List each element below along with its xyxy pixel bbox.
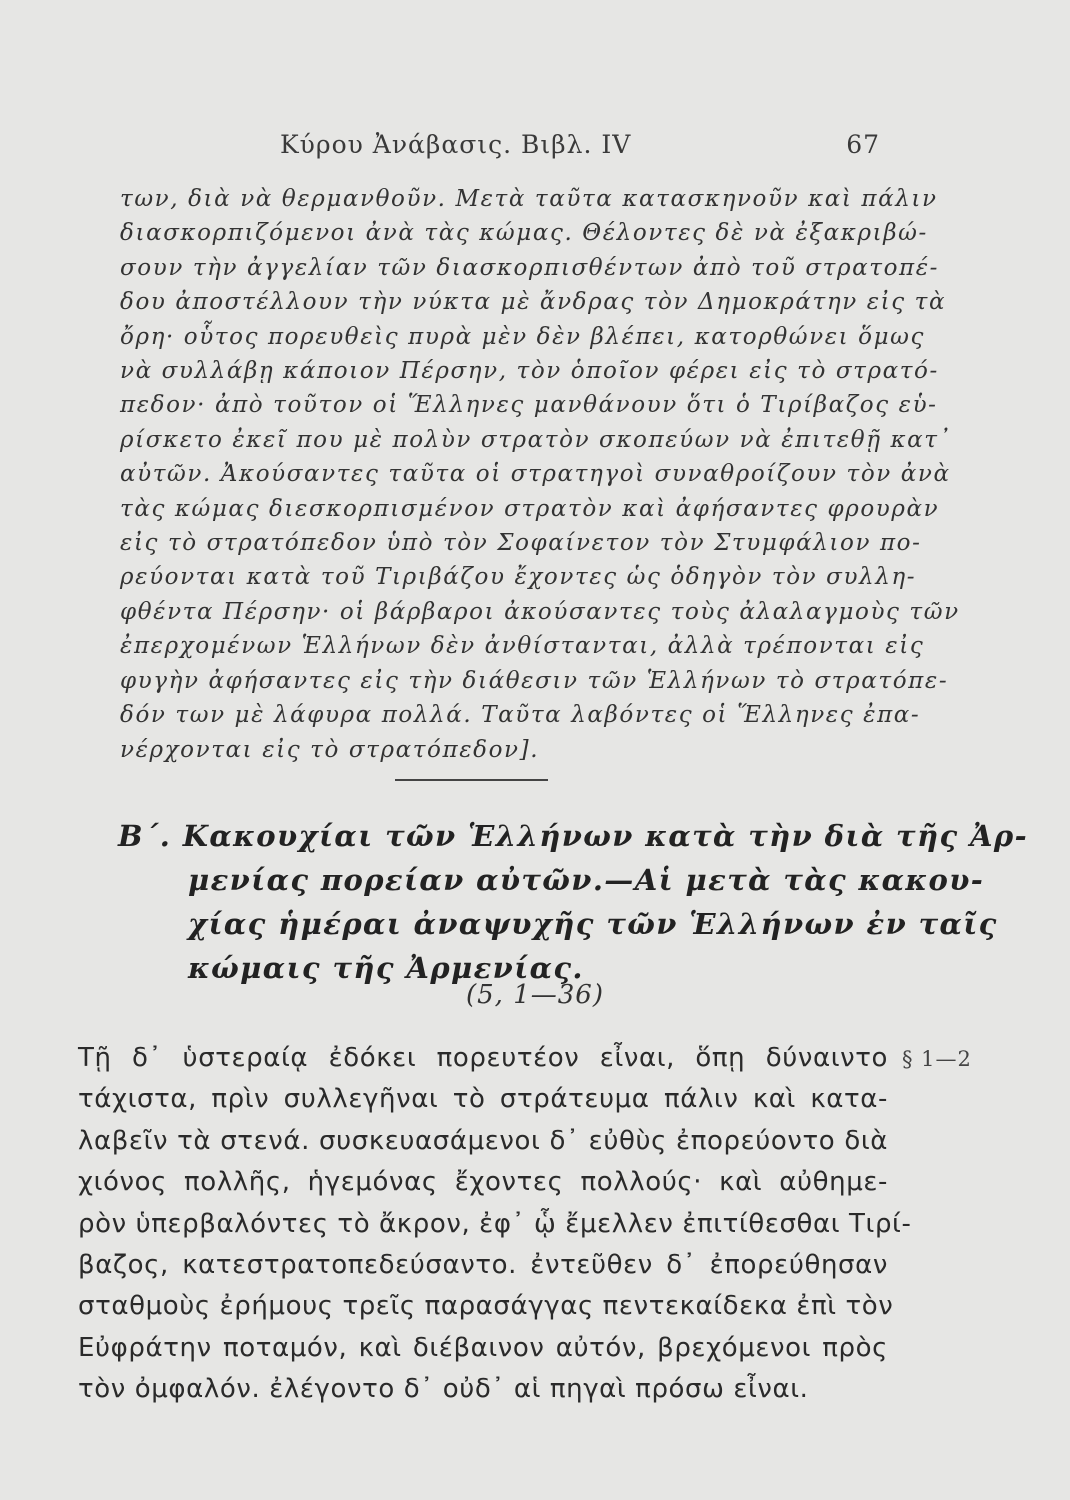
greek-text-line: τὸν ὀμφαλόν. ἐλέγοντο δ᾽ οὐδ᾽ αἱ πηγαὶ πρόσω εἶναι. <box>78 1374 809 1405</box>
translation-line: δου ἀποστέλλουν τὴν νύκτα μὲ ἄνδρας τὸν Δημοκράτην εἰς τὰ <box>120 289 947 316</box>
greek-text-line: σταθμοὺς ἐρήμους τρεῖς παρασάγγας πεντεκαίδεκα ἐπὶ τὸν <box>78 1291 894 1322</box>
translation-line: νέρχονται εἰς τὸ στρατόπεδον]. <box>120 736 540 763</box>
translation-line: φθέντα Πέρσην· οἱ βάρβαροι ἀκούσαντες τοὺς ἀλαλαγμοὺς τῶν <box>120 598 960 625</box>
greek-text-line: λαβεῖν τὰ στενά. συσκευασάμενοι δ᾽ εὐθὺς ἐπορεύοντο διὰ <box>78 1125 888 1156</box>
section-heading-line: Β΄. Κακουχίαι τῶν Ἑλλήνων κατὰ τὴν διὰ τῆς Ἀρ- <box>118 819 1029 853</box>
translation-line: δόν των μὲ λάφυρα πολλά. Ταῦτα λαβόντες οἱ Ἕλληνες ἐπα- <box>120 702 921 729</box>
chapter-reference: (5, 1—36) <box>466 980 604 1010</box>
greek-text-line: ρὸν ὑπερβαλόντες τὸ ἄκρον, ἐφ᾽ ᾧ ἔμελλεν ἐπιτίθεσθαι Τιρί- <box>78 1208 912 1239</box>
section-heading-line: χίας ἡμέραι ἀναψυχῆς τῶν Ἑλλήνων ἐν ταῖς <box>188 907 998 941</box>
margin-section-note: § 1—2 <box>902 1047 972 1071</box>
greek-text-line: τάχιστα, πρὶν συλλεγῆναι τὸ στράτευμα πάλιν καὶ κατα- <box>78 1084 888 1115</box>
translation-line: εἰς τὸ στρατόπεδον ὑπὸ τὸν Σοφαίνετον τὸν Στυμφάλιον πο- <box>120 530 922 557</box>
running-head-title: Κύρου Ἀνάβασις. Βιβλ. IV <box>280 130 632 159</box>
translation-line: ρίσκετο ἐκεῖ που μὲ πολὺν στρατὸν σκοπεύων νὰ ἐπιτεθῇ κατ᾽ <box>120 426 952 453</box>
section-heading <box>118 814 1029 990</box>
translation-line: ὄρη· οὗτος πορευθεὶς πυρὰ μὲν δὲν βλέπει, κατορθώνει ὅμως <box>120 323 926 350</box>
page-number: 67 <box>846 130 880 159</box>
translation-line: ρεύονται κατὰ τοῦ Τιριβάζου ἔχοντες ὡς ὁδηγὸν τὸν συλλη- <box>120 564 917 591</box>
translation-line: των, διὰ νὰ θερμανθοῦν. Μετὰ ταῦτα κατασκηνοῦν καὶ πάλιν <box>120 186 938 212</box>
translation-line: πεδον· ἀπὸ τοῦτον οἱ Ἕλληνες μανθάνουν ὅτι ὁ Τιρίβαζος εὑ- <box>120 392 938 419</box>
translation-line: ἐπερχομένων Ἑλλήνων δὲν ἀνθίστανται, ἀλλὰ τρέπονται εἰς <box>120 633 925 660</box>
translation-line: νὰ συλλάβῃ κάποιον Πέρσην, τὸν ὁποῖον φέρει εἰς τὸ στρατό- <box>120 358 939 385</box>
translation-line: διασκορπιζόμενοι ἀνὰ τὰς κώμας. Θέλοντες δὲ νὰ ἐξακριβώ- <box>120 220 928 247</box>
greek-text-line: χιόνος πολλῆς, ἡγεμόνας ἔχοντες πολλούς· καὶ αὐθημε- <box>78 1167 888 1198</box>
translation-line: τὰς κώμας διεσκορπισμένον στρατὸν καὶ ἀφήσαντες φρουρὰν <box>120 495 940 522</box>
section-divider <box>395 779 548 781</box>
translation-line: αὐτῶν. Ἀκούσαντες ταῦτα οἱ στρατηγοὶ συναθροίζουν τὸν ἀνὰ <box>120 461 951 488</box>
section-heading-line: κώμαις τῆς Ἀρμενίας. <box>188 951 584 985</box>
greek-text-line: Τῇ δ᾽ ὑστεραίᾳ ἐδόκει πορευτέον εἶναι, ὅπῃ δύναιντο <box>78 1043 888 1073</box>
ancient-greek-text <box>78 1038 912 1411</box>
translation-line: σουν τὴν ἀγγελίαν τῶν διασκορπισθέντων ἀπὸ τοῦ στρατοπέ- <box>120 254 940 281</box>
section-heading-line: μενίας πορείαν αὐτῶν.—Αἱ μετὰ τὰς κακου- <box>188 863 985 897</box>
greek-text-line: Εὐφράτην ποταμόν, καὶ διέβαινον αὐτόν, βρεχόμενοι πρὸς <box>78 1332 888 1363</box>
modern-greek-translation <box>120 182 960 767</box>
greek-text-line: βαζος, κατεστρατοπεδεύσαντο. ἐντεῦθεν δ᾽ ἐπορεύθησαν <box>78 1250 888 1281</box>
translation-line: φυγὴν ἀφήσαντες εἰς τὴν διάθεσιν τῶν Ἑλλήνων τὸ στρατόπε- <box>120 667 949 694</box>
